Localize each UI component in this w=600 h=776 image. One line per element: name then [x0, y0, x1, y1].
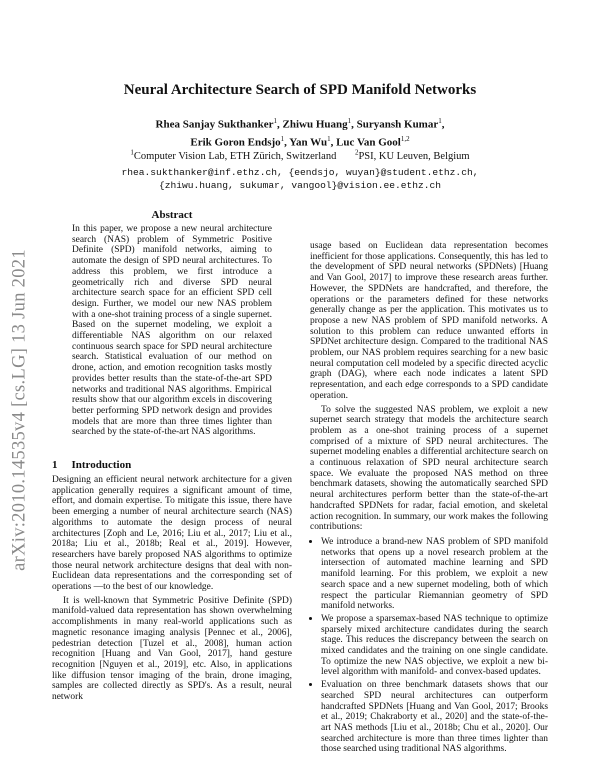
- author-name: Luc Van Gool: [336, 136, 401, 149]
- author-line-1: Rhea Sanjay Sukthanker$^1$, Zhiwu Huang$^1$, Suryansh Kumar$^1$,: [155, 117, 445, 131]
- author-affil-sup: 1: [280, 134, 285, 143]
- author-affil-sup: 1: [273, 117, 277, 125]
- author-list: [60, 114, 540, 149]
- left-column-body: [52, 475, 292, 706]
- email-line: {zhiwu.huang, sukumar, vangool}@vision.ee.ethz.ch: [158, 180, 442, 191]
- author-name: Suryansh Kumar: [356, 118, 439, 131]
- author-affil-sup: 1: [347, 117, 352, 125]
- author-affil-sup: 1,2: [400, 134, 410, 143]
- list-item: • We propose a sparsemax-based NAS technique to optimize sparsely mixed architecture candidates during the search stage. This reduces the discrepancy between the search on mixed candidates and the training on one single candidate. To optimize the new NAS objective, we exploit a new bi-level algorithm with manifold- and convex-based updates.: [321, 613, 548, 678]
- list-item: • Evaluation on three benchmark datasets shows that our searched SPD neural architectures can outperform handcrafted SPDNets [Huang and Van Gool, 2017; Brooks et al., 2019; Chakraborty et al., 2020] and the state-of-the-art NAS methods [Liu et al., 2018b; Chu et al., 2020]. Our searched architecture is more than three times lighter than those searched using traditional NAS algorithms.: [321, 679, 548, 755]
- author-emails: [60, 166, 540, 192]
- author-name: Erik Goron Endsjo: [190, 136, 281, 149]
- author-line-2: Erik Goron Endsjo$^1$, Yan Wu$^1$, Luc Van Gool$^{1,2}$: [190, 134, 410, 149]
- affiliations: [60, 148, 540, 162]
- arxiv-stamp-text: arXiv:2010.14535v4 [cs.LG] 13 Jun 2021: [9, 249, 30, 571]
- right-column-body: [310, 241, 548, 756]
- author-name: Rhea Sanjay Sukthanker: [155, 118, 274, 131]
- author-affil-sup: 1: [438, 117, 442, 125]
- paragraph: usage based on Euclidean data representation becomes inefficient for those applications. Consequently, this has led to the development of SPD neural networks (SPDNets) [Huang and Van Gool, 2017] to improve these research areas further. However, the SPDNets are handcrafted, and therefore, the operations or the parameters defined for these networks generally change as per the application. This motivates us to propose a new NAS problem of SPD manifold networks. A solution to this problem can reduce unwanted efforts in SPDNet architecture design. Compared to the traditional NAS problem, our NAS problem requires searching for a new basic neural computation cell modeled by a specific directed acyclic graph (DAG), where each node indicates a latent SPD representation, and each edge corresponds to a SPD candidate operation.: [310, 241, 548, 401]
- section-number: 1: [52, 459, 58, 471]
- affiliation-1: $^1$Computer Vision Lab, ETH Zürich, Switzerland: [130, 148, 337, 162]
- paragraph: Designing an efficient neural network architecture for a given application generally requires a significant amount of time, effort, and domain expertise. To mitigate this issue, there have been emerging a number of neural architecture search (NAS) algorithms to automate the design process of neural architectures [Zoph and Le, 2016; Liu et al., 2017; Liu et al., 2018a; Liu et al., 2018b; Real et al., 2019]. However, researchers have barely proposed NAS algorithms to optimize those neural network architecture designs that deal with non-Euclidean data representations and the corresponding set of operations —to the best of our knowledge.: [52, 475, 292, 593]
- section-title: Introduction: [71, 459, 132, 471]
- contribution-list: [310, 536, 548, 755]
- affiliation-2: $^2$PSI, KU Leuven, Belgium: [354, 148, 470, 162]
- paper-title: Neural Architecture Search of SPD Manifold Networks: [123, 82, 477, 98]
- author-affil-sup: 1: [327, 134, 331, 143]
- email-line: rhea.sukthanker@inf.ethz.ch, {eendsjo, wuyan}@student.ethz.ch,: [121, 167, 479, 178]
- list-item: • We introduce a brand-new NAS problem of SPD manifold networks that opens up a novel research problem at the intersection of automated machine learning and SPD manifold learning. For this problem, we exploit a new search space and a new supernet modeling, both of which respect the particular Riemannian geometry of SPD manifold networks.: [321, 536, 548, 612]
- author-name: Zhiwu Huang: [282, 118, 348, 131]
- author-name: Yan Wu: [289, 136, 328, 149]
- arxiv-stamp: [6, 210, 34, 610]
- abstract-heading: Abstract: [151, 209, 193, 221]
- abstract-body: In this paper, we propose a new neural architecture search (NAS) problem of Symmetric Positive Definite (SPD) manifold networks, aiming to automate the design of SPD neural architectures. To address this problem, we first introduce a geometrically rich and diverse SPD neural architecture search space for an efficient SPD cell design. Further, we model our new NAS problem with a one-shot training process of a single supernet. Based on the supernet modeling, we exploit a differentiable NAS algorithm on our relaxed continuous search space for SPD neural architecture search. Statistical evaluation of our method on drone, action, and emotion recognition tasks mostly provides better results than the state-of-the-art SPD networks and traditional NAS algorithms. Empirical results show that our algorithm excels in discovering better performing SPD network design and provides models that are more than three times lighter than searched by the state-of-the-art NAS algorithms.: [72, 224, 272, 438]
- paragraph: To solve the suggested NAS problem, we exploit a new supernet search strategy that models the architecture search problem as a one-shot training process of a supernet comprised of a mixture of SPD neural architectures. The supernet modeling enables a differential architecture search on a continuous relaxation of SPD neural architecture search space. We evaluate the proposed NAS method on three benchmark datasets, showing the automatically searched SPD neural architectures perform better than the state-of-the-art handcrafted SPDNets for radar, facial emotion, and skeletal action recognition. In summary, our work makes the following contributions:: [310, 404, 548, 533]
- section-heading-introduction: [52, 459, 131, 471]
- paragraph: It is well-known that Symmetric Positive Definite (SPD) manifold-valued data representation has shown overwhelming accomplishments in many real-world applications such as magnetic resonance imaging analysis [Pennec et al., 2006], pedestrian detection [Tuzel et al., 2008], human action recognition [Huang and Van Gool, 2017], hand gesture recognition [Nguyen et al., 2019], etc. Also, in applications like diffusion tensor imaging of the brain, drone imaging, samples are collected directly as SPD's. As a result, neural network: [52, 595, 292, 703]
